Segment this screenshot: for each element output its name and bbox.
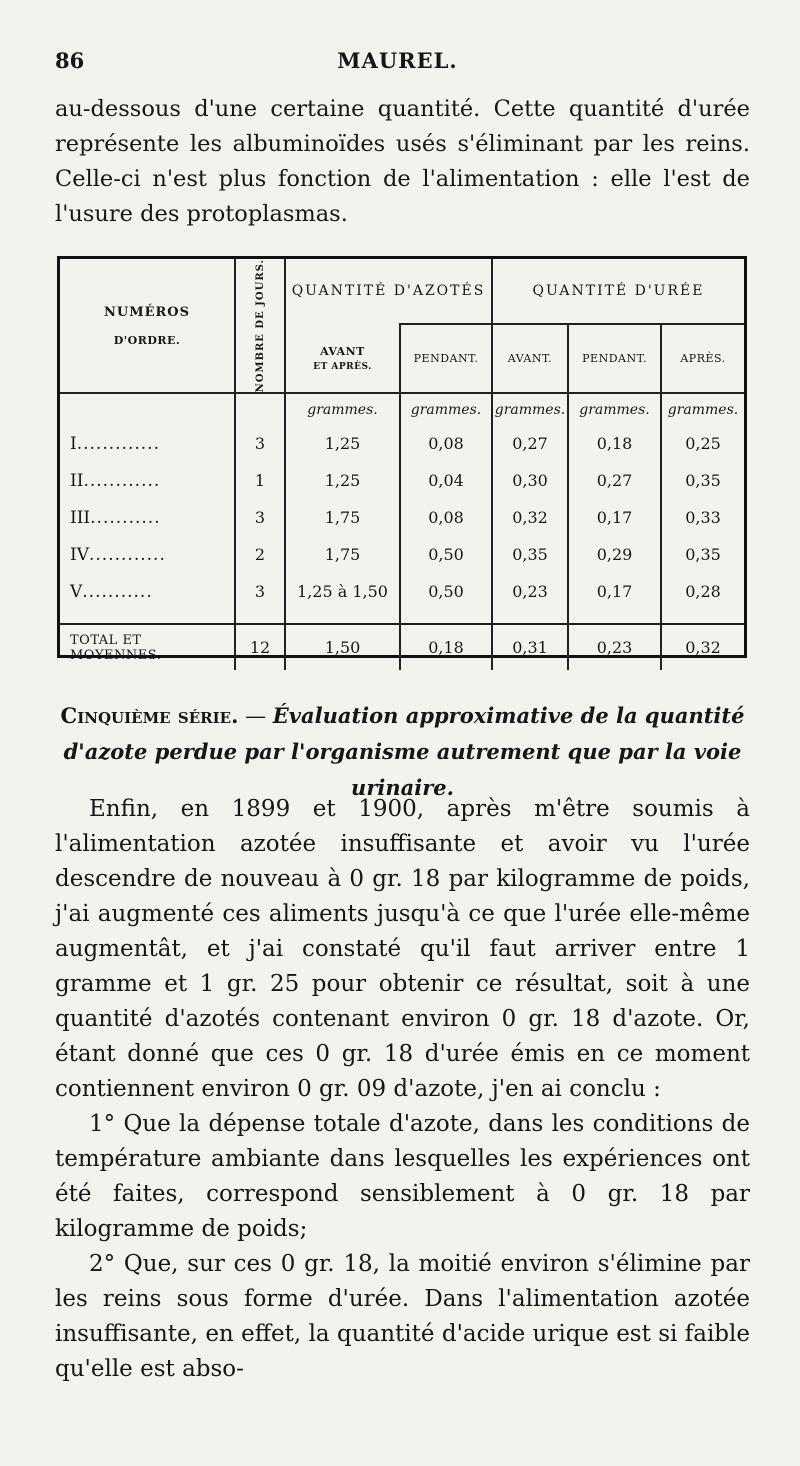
row-label-text: V <box>70 581 83 602</box>
total-uree-avant: 0,31 <box>492 624 568 670</box>
cell-azotes-pendant: 0,04 <box>400 462 492 499</box>
header-azotes-avant-line1: AVANT <box>320 344 365 358</box>
header-nombre-jours <box>235 259 285 393</box>
row-label <box>60 573 235 610</box>
header-azotes-avant-line2: ET APRÈS. <box>313 361 372 372</box>
row-label-dots: ........... <box>82 581 153 602</box>
header-uree-avant: AVANT. <box>492 324 568 394</box>
table-row <box>60 573 744 610</box>
header-group-uree: QUANTITÉ D'URÉE <box>492 259 744 324</box>
total-jours: 12 <box>235 624 285 670</box>
header-azotes-pendant: PENDANT. <box>400 324 492 394</box>
row-label-dots: ............ <box>83 470 161 491</box>
paragraph-intro: au-dessous d'une certaine quantité. Cette quantité d'urée représente les albuminoïdes usés s'éliminant par les reins. Celle-ci n'est plus fonction de l'alimentation : elle l'est de l'usure des protoplasmas. <box>55 96 750 227</box>
cell-uree-avant: 0,27 <box>492 425 568 462</box>
row-label <box>60 462 235 499</box>
section-dash: — <box>238 704 273 728</box>
header-nombre-jours-text: NOMBRE DE JOURS. <box>254 259 266 393</box>
row-label-dots: ............. <box>76 433 160 454</box>
unit-cell: grammes. <box>285 393 400 425</box>
row-label <box>60 425 235 462</box>
header-numeros <box>60 259 235 393</box>
cell-azotes-pendant: 0,50 <box>400 536 492 573</box>
spacer-cell <box>492 610 568 624</box>
spacer-cell <box>661 610 744 624</box>
total-label: TOTAL ET MOYENNES. <box>60 624 235 670</box>
cell-azotes-pendant: 0,50 <box>400 573 492 610</box>
cell-uree-apres: 0,28 <box>661 573 744 610</box>
table-row <box>60 499 744 536</box>
cell-uree-apres: 0,25 <box>661 425 744 462</box>
cell-azotes-pendant: 0,08 <box>400 499 492 536</box>
cell-jours: 3 <box>235 499 285 536</box>
total-uree-pendant: 0,23 <box>568 624 661 670</box>
cell-jours: 3 <box>235 573 285 610</box>
header-numeros-line1: NUMÉROS <box>103 304 191 320</box>
row-label-dots: ........... <box>90 507 161 528</box>
row-label <box>60 536 235 573</box>
cell-uree-pendant: 0,17 <box>568 573 661 610</box>
unit-cell: grammes. <box>400 393 492 425</box>
unit-cell: grammes. <box>661 393 744 425</box>
cell-jours: 2 <box>235 536 285 573</box>
units-empty <box>60 393 235 425</box>
units-empty <box>235 393 285 425</box>
spacer-cell <box>400 610 492 624</box>
header-azotes-avant <box>285 324 400 394</box>
row-label <box>60 499 235 536</box>
paragraph-enfin: Enfin, en 1899 et 1900, après m'être soumis à l'alimentation azotée insuffisante et avoir vu l'urée descendre de nouveau à 0 gr. 18 par kilogramme de poids, j'ai augmenté ces aliments jusqu'à ce que l'urée elle-même augmentât, et j'ai constaté qu'il faut arriver entre 1 gramme et 1 gr. 25 pour obtenir ce résultat, soit à une quantité d'azotés contenant environ 0 gr. 18 d'azote. Or, étant donné que ces 0 gr. 18 d'urée émis en ce moment contiennent environ 0 gr. 09 d'azote, j'en ai conclu : <box>55 796 750 1102</box>
cell-jours: 3 <box>235 425 285 462</box>
cell-uree-avant: 0,35 <box>492 536 568 573</box>
row-label-text: I <box>70 433 77 454</box>
cell-azotes-pendant: 0,08 <box>400 425 492 462</box>
header-uree-pendant: PENDANT. <box>568 324 661 394</box>
unit-cell: grammes. <box>492 393 568 425</box>
table-row <box>60 462 744 499</box>
cell-azotes-avant: 1,25 <box>285 425 400 462</box>
running-head <box>55 48 740 78</box>
cell-azotes-avant: 1,75 <box>285 499 400 536</box>
paragraph-conclusion-2: 2° Que, sur ces 0 gr. 18, la moitié environ s'élimine par les reins sous forme d'urée. Dans l'alimentation azotée insuffisante, en effet, la quantité d'acide urique est si faible qu'elle est abso- <box>55 1251 750 1382</box>
cell-uree-pendant: 0,27 <box>568 462 661 499</box>
cell-uree-apres: 0,35 <box>661 536 744 573</box>
section-heading <box>55 698 750 806</box>
cell-uree-apres: 0,33 <box>661 499 744 536</box>
total-uree-apres: 0,32 <box>661 624 744 670</box>
section-label: Cinquième série. <box>60 703 239 728</box>
results-table <box>57 256 747 663</box>
total-azotes-avant: 1,50 <box>285 624 400 670</box>
section-title: Évaluation approximative de la quantité d'azote perdue par l'organisme autrement que par la voie urinaire. <box>63 703 745 800</box>
cell-azotes-avant: 1,25 <box>285 462 400 499</box>
table-row <box>60 536 744 573</box>
cell-uree-apres: 0,35 <box>661 462 744 499</box>
page-number: 86 <box>55 48 85 73</box>
unit-cell: grammes. <box>568 393 661 425</box>
header-numeros-line2: D'ORDRE. <box>113 333 181 347</box>
total-row <box>60 624 744 670</box>
cell-uree-avant: 0,32 <box>492 499 568 536</box>
spacer-cell <box>568 610 661 624</box>
cell-azotes-avant: 1,25 à 1,50 <box>285 573 400 610</box>
spacer-cell <box>60 610 235 624</box>
header-group-azotes: QUANTITÉ D'AZOTÉS <box>285 259 492 324</box>
row-label-text: II <box>70 470 84 491</box>
cell-jours: 1 <box>235 462 285 499</box>
cell-uree-avant: 0,30 <box>492 462 568 499</box>
cell-uree-avant: 0,23 <box>492 573 568 610</box>
header-uree-apres: APRÈS. <box>661 324 744 394</box>
row-label-dots: ............ <box>89 544 166 565</box>
cell-uree-pendant: 0,17 <box>568 499 661 536</box>
running-title: MAUREL. <box>337 48 458 73</box>
cell-azotes-avant: 1,75 <box>285 536 400 573</box>
row-label-text: IV <box>70 544 89 565</box>
paragraph-conclusion-1: 1° Que la dépense totale d'azote, dans les conditions de température ambiante dans lesquelles les expériences ont été faites, correspond sensiblement à 0 gr. 18 par kilogramme de poids; <box>55 1111 750 1242</box>
row-label-text: III <box>70 507 91 528</box>
cell-uree-pendant: 0,29 <box>568 536 661 573</box>
total-azotes-pendant: 0,18 <box>400 624 492 670</box>
spacer-cell <box>285 610 400 624</box>
table-row <box>60 425 744 462</box>
cell-uree-pendant: 0,18 <box>568 425 661 462</box>
spacer-cell <box>235 610 285 624</box>
body-text <box>55 792 750 1387</box>
